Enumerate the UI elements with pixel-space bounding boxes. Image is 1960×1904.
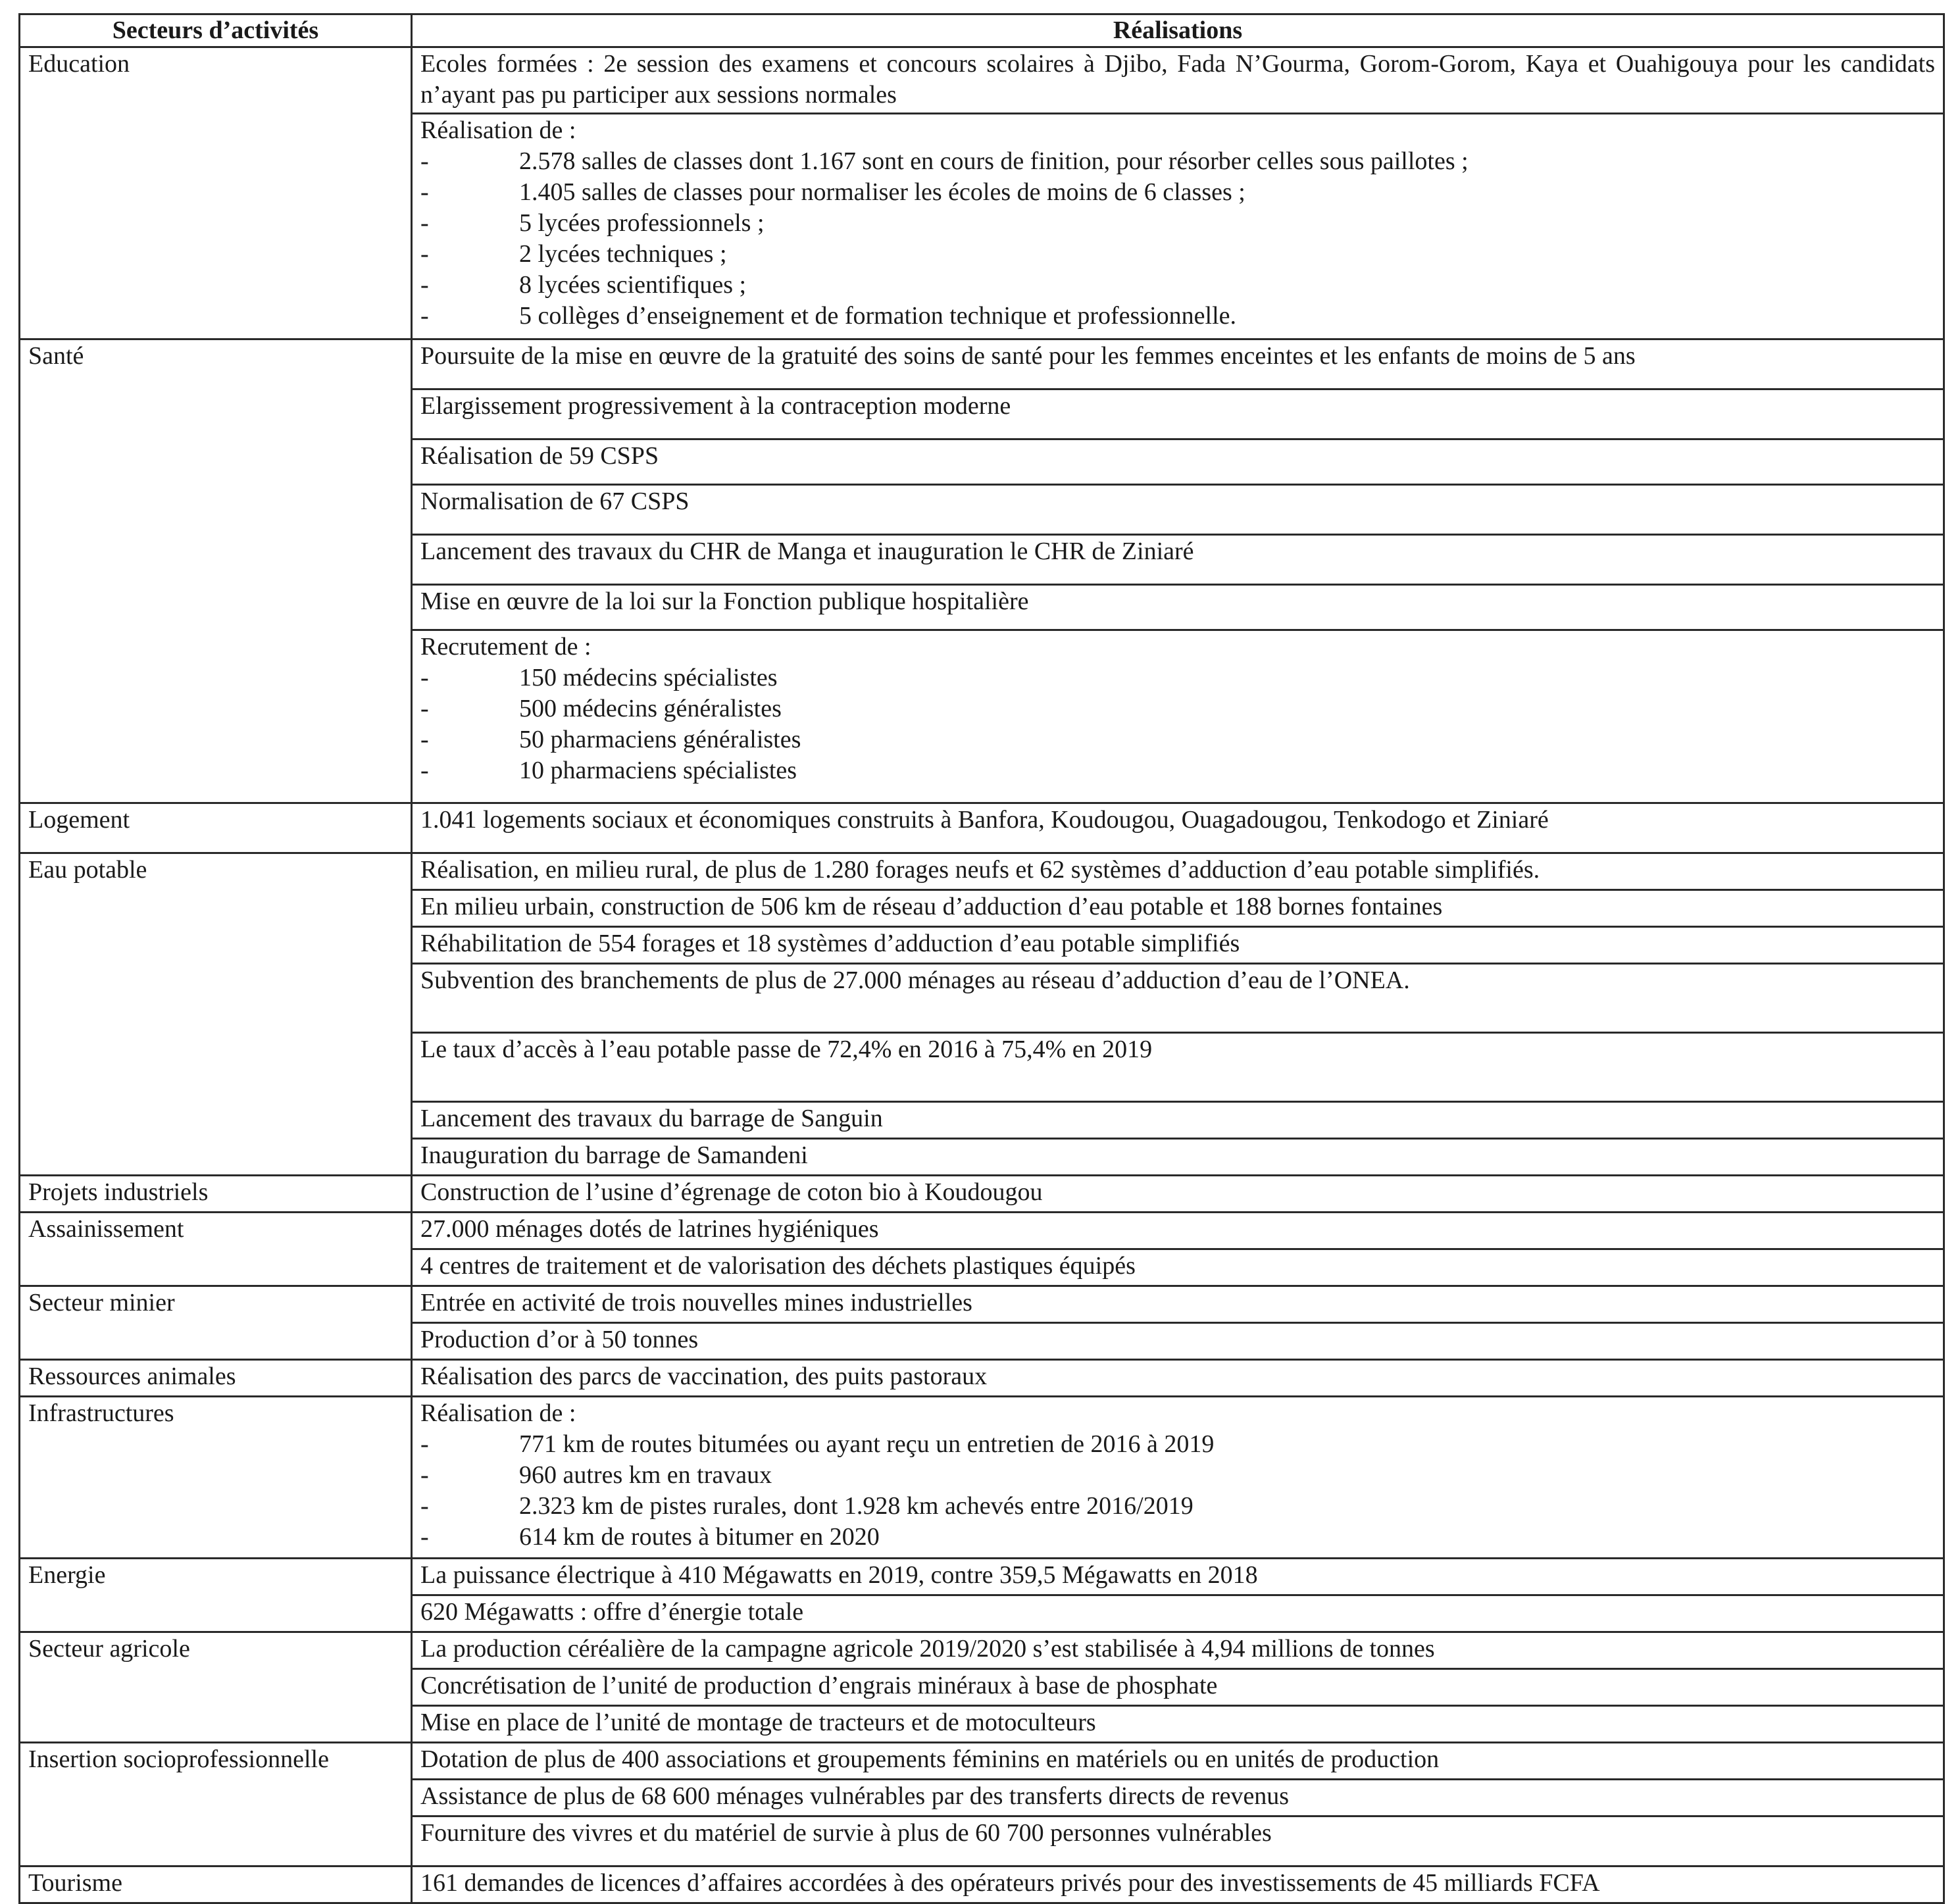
bullet-item: [420, 693, 1935, 724]
realisation-text: Construction de l’usine d’égrenage de coton bio à Koudougou: [420, 1178, 1043, 1206]
realisation-text: Le taux d’accès à l’eau potable passe de 72,4% en 2016 à 75,4% en 2019: [420, 1036, 1153, 1063]
realisation-text: Elargissement progressivement à la contraception moderne: [420, 392, 1011, 420]
bullet-text: 2 lycées techniques ;: [519, 240, 727, 268]
realisation-cell: [412, 1286, 1944, 1323]
sector-cell: Secteur minier: [20, 1286, 412, 1360]
bullet-text: 8 lycées scientifiques ;: [519, 271, 747, 299]
realisation-cell: [412, 339, 1944, 389]
bullet-item: [420, 1522, 1935, 1553]
realisation-text: Normalisation de 67 CSPS: [420, 488, 690, 515]
realisation-cell: [412, 1213, 1944, 1249]
realisation-text: 161 demandes de licences d’affaires accordées à des opérateurs privés pour des investissements de 45 milliards FCFA: [420, 1869, 1600, 1897]
realisation-text: La puissance électrique à 410 Mégawatts en 2019, contre 359,5 Mégawatts en 2018: [420, 1561, 1258, 1589]
realisation-text: Entrée en activité de trois nouvelles mines industrielles: [420, 1289, 972, 1316]
bullet-text: 50 pharmaciens généralistes: [519, 726, 801, 753]
bullet-dash: -: [420, 178, 429, 206]
realisation-cell: [412, 1360, 1944, 1397]
bullet-text: 500 médecins généralistes: [519, 695, 782, 722]
table-row: [20, 1213, 1944, 1249]
realisations-table: [18, 13, 1945, 1904]
bullet-dash: -: [420, 1461, 429, 1489]
realisation-cell: [412, 927, 1944, 964]
sector-cell: Ressources animales: [20, 1360, 412, 1397]
sector-cell: Energie: [20, 1559, 412, 1632]
table-body: [20, 47, 1944, 1903]
realisation-text: Subvention des branchements de plus de 27.000 ménages au réseau d’adduction d’eau de l’ONEA.: [420, 966, 1410, 994]
realisation-text: Réalisation de :: [420, 116, 576, 144]
realisation-text: Lancement des travaux du CHR de Manga et inauguration le CHR de Ziniaré: [420, 538, 1194, 565]
realisation-text: Réalisation des parcs de vaccination, des puits pastoraux: [420, 1363, 988, 1390]
realisation-cell: [412, 1706, 1944, 1743]
bullet-dash: -: [420, 1523, 429, 1551]
bullet-dash: -: [420, 664, 429, 691]
sector-cell: Santé: [20, 339, 412, 803]
realisation-text: Mise en œuvre de la loi sur la Fonction publique hospitalière: [420, 588, 1029, 615]
sector-cell: Secteur agricole: [20, 1632, 412, 1743]
realisation-cell: [412, 1033, 1944, 1102]
realisation-cell: [412, 485, 1944, 535]
realisation-text: Fourniture des vivres et du matériel de survie à plus de 60 700 personnes vulnérables: [420, 1819, 1272, 1847]
sector-cell: Tourisme: [20, 1866, 412, 1903]
realisation-text: Réalisation de :: [420, 1399, 576, 1427]
realisation-text: Ecoles formées : 2e session des examens et concours scolaires à Djibo, Fada N’Gourma, Gorom-Gorom, Kaya et Ouahigouya pour les candidats n’ayant pas pu participer aux sessions normales: [420, 50, 1935, 109]
table-row: [20, 853, 1944, 890]
realisation-text: En milieu urbain, construction de 506 km de réseau d’adduction d’eau potable et 188 bornes fontaines: [420, 893, 1443, 920]
header-secteurs: Secteurs d’activités: [20, 14, 412, 47]
bullet-item: [420, 301, 1935, 332]
realisation-text: La production céréalière de la campagne agricole 2019/2020 s’est stabilisée à 4,94 millions de tonnes: [420, 1635, 1435, 1663]
realisation-cell: [412, 389, 1944, 439]
realisation-text: 1.041 logements sociaux et économiques construits à Banfora, Koudougou, Ouagadougou, Tenkodogo et Ziniaré: [420, 806, 1549, 834]
realisation-text: Lancement des travaux du barrage de Sanguin: [420, 1105, 883, 1132]
bullet-text: 960 autres km en travaux: [519, 1461, 772, 1489]
sector-cell: Assainissement: [20, 1213, 412, 1286]
table-row: [20, 1286, 1944, 1323]
bullet-dash: -: [420, 240, 429, 268]
bullet-dash: -: [420, 302, 429, 330]
sector-cell: Eau potable: [20, 853, 412, 1176]
table-row: [20, 1397, 1944, 1559]
bullet-text: 1.405 salles de classes pour normaliser les écoles de moins de 6 classes ;: [519, 178, 1245, 206]
bullet-text: 10 pharmaciens spécialistes: [519, 757, 797, 784]
sector-cell: Infrastructures: [20, 1397, 412, 1559]
realisation-cell: [412, 1669, 1944, 1706]
bullet-text: 2.323 km de pistes rurales, dont 1.928 km achevés entre 2016/2019: [519, 1492, 1194, 1520]
realisation-cell: [412, 1632, 1944, 1669]
bullet-text: 150 médecins spécialistes: [519, 664, 778, 691]
bullet-item: [420, 208, 1935, 239]
realisation-text: Assistance de plus de 68 600 ménages vulnérables par des transferts directs de revenus: [420, 1782, 1290, 1810]
realisation-cell: [412, 853, 1944, 890]
bullet-dash: -: [420, 695, 429, 722]
realisation-text: Production d’or à 50 tonnes: [420, 1326, 699, 1353]
realisation-cell: [412, 1397, 1944, 1559]
realisation-cell: [412, 585, 1944, 630]
sector-cell: Education: [20, 47, 412, 339]
realisation-cell: [412, 1249, 1944, 1286]
header-realisations: Réalisations: [412, 14, 1944, 47]
realisation-text: 620 Mégawatts : offre d’énergie totale: [420, 1598, 804, 1626]
realisation-text: Mise en place de l’unité de montage de tracteurs et de motoculteurs: [420, 1709, 1096, 1736]
bullet-item: [420, 755, 1935, 786]
table-row: [20, 1176, 1944, 1213]
realisation-cell: [412, 47, 1944, 114]
bullet-item: [420, 663, 1935, 693]
realisation-text: Recrutement de :: [420, 633, 591, 661]
realisation-cell: [412, 1102, 1944, 1139]
bullet-item: [420, 724, 1935, 755]
sector-cell: Logement: [20, 803, 412, 853]
realisation-cell: [412, 1176, 1944, 1213]
realisation-text: Réalisation, en milieu rural, de plus de 1.280 forages neufs et 62 systèmes d’adduction d’eau potable simplifiés.: [420, 856, 1540, 884]
bullet-item: [420, 1491, 1935, 1522]
realisation-cell: [412, 1780, 1944, 1816]
bullet-text: 771 km de routes bitumées ou ayant reçu un entretien de 2016 à 2019: [519, 1430, 1215, 1458]
table-row: [20, 1360, 1944, 1397]
realisation-cell: [412, 890, 1944, 927]
bullet-dash: -: [420, 1492, 429, 1520]
sector-cell: Insertion socioprofessionnelle: [20, 1743, 412, 1866]
realisation-cell: [412, 630, 1944, 803]
bullet-text: 2.578 salles de classes dont 1.167 sont en cours de finition, pour résorber celles sous paillotes ;: [519, 147, 1469, 175]
realisation-cell: [412, 1559, 1944, 1595]
bullet-dash: -: [420, 147, 429, 175]
bullet-item: [420, 239, 1935, 270]
table-header-row: [20, 14, 1944, 47]
realisation-text: 27.000 ménages dotés de latrines hygiéniques: [420, 1215, 879, 1243]
table-row: [20, 803, 1944, 853]
realisation-cell: [412, 1323, 1944, 1360]
realisation-text: Concrétisation de l’unité de production d’engrais minéraux à base de phosphate: [420, 1672, 1218, 1699]
realisation-cell: [412, 1743, 1944, 1780]
sector-cell: Projets industriels: [20, 1176, 412, 1213]
realisation-cell: [412, 1139, 1944, 1176]
bullet-item: [420, 1460, 1935, 1491]
table-row: [20, 1743, 1944, 1780]
realisation-text: 4 centres de traitement et de valorisation des déchets plastiques équipés: [420, 1252, 1136, 1280]
realisation-cell: [412, 1595, 1944, 1632]
bullet-text: 5 collèges d’enseignement et de formation technique et professionnelle.: [519, 302, 1237, 330]
realisation-cell: [412, 114, 1944, 339]
realisation-text: Réalisation de 59 CSPS: [420, 442, 659, 470]
bullet-dash: -: [420, 757, 429, 784]
realisation-cell: [412, 964, 1944, 1033]
table-row: [20, 339, 1944, 389]
bullet-item: [420, 270, 1935, 301]
bullet-item: [420, 1429, 1935, 1460]
table-row: [20, 1632, 1944, 1669]
realisation-text: Dotation de plus de 400 associations et groupements féminins en matériels ou en unités de production: [420, 1745, 1440, 1773]
table-row: [20, 1866, 1944, 1903]
table-row: [20, 47, 1944, 114]
realisation-cell: [412, 439, 1944, 485]
bullet-item: [420, 146, 1935, 177]
bullet-dash: -: [420, 271, 429, 299]
bullet-text: 5 lycées professionnels ;: [519, 209, 765, 237]
bullet-item: [420, 177, 1935, 208]
realisation-text: Poursuite de la mise en œuvre de la gratuité des soins de santé pour les femmes enceintes et les enfants de moins de 5 ans: [420, 342, 1636, 370]
realisation-cell: [412, 535, 1944, 585]
realisation-cell: [412, 803, 1944, 853]
realisation-text: Réhabilitation de 554 forages et 18 systèmes d’adduction d’eau potable simplifiés: [420, 930, 1240, 957]
bullet-dash: -: [420, 726, 429, 753]
realisation-text: Inauguration du barrage de Samandeni: [420, 1141, 808, 1169]
table-row: [20, 1559, 1944, 1595]
realisation-cell: [412, 1816, 1944, 1866]
bullet-text: 614 km de routes à bitumer en 2020: [519, 1523, 880, 1551]
realisation-cell: [412, 1866, 1944, 1903]
bullet-dash: -: [420, 209, 429, 237]
bullet-dash: -: [420, 1430, 429, 1458]
